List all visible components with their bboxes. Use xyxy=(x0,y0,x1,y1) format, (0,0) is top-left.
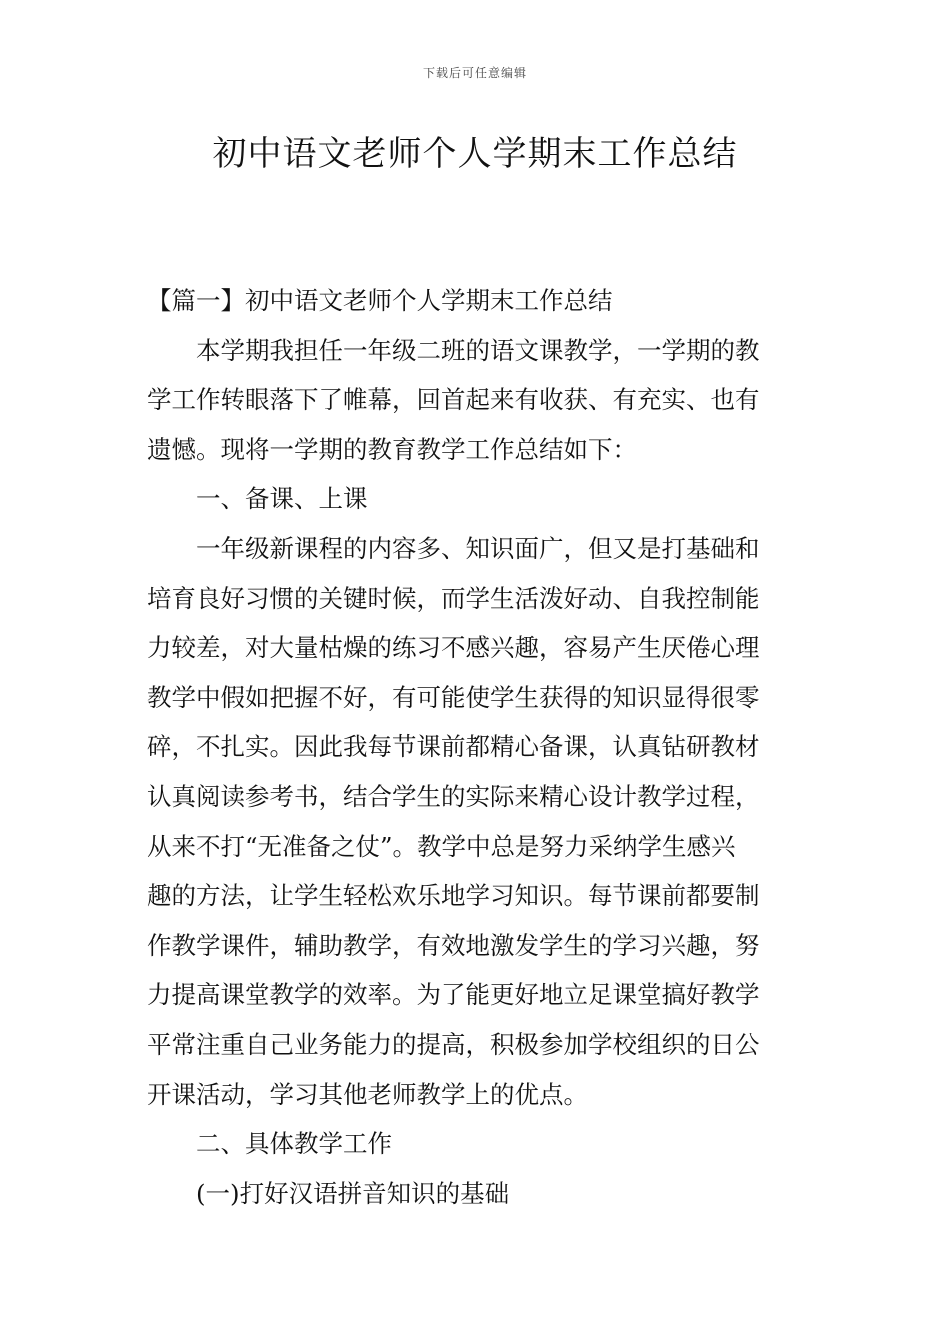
paragraph-line: 教学中假如把握不好，有可能使学生获得的知识显得很零 xyxy=(147,682,760,712)
paragraph-line: 力较差，对大量枯燥的练习不感兴趣，容易产生厌倦心理 xyxy=(147,633,760,663)
paragraph-line: 认真阅读参考书，结合学生的实际来精心设计教学过程， xyxy=(147,781,760,811)
paragraph-line: 遗憾。现将一学期的教育教学工作总结如下： xyxy=(147,434,637,464)
header-note: 下载后可任意编辑 xyxy=(422,66,527,80)
part2-heading: 二、具体教学工作 xyxy=(196,1129,392,1159)
paragraph-line: 本学期我担任一年级二班的语文课教学，一学期的教 xyxy=(196,335,760,365)
document-title: 初中语文老师个人学期末工作总结 xyxy=(212,134,738,174)
part1-paragraph xyxy=(147,524,807,1119)
paragraph-line: 培育良好习惯的关键时候，而学生活泼好动、自我控制能 xyxy=(147,583,760,613)
paragraph-line: 碎，不扎实。因此我每节课前都精心备课，认真钻研教材 xyxy=(147,732,760,762)
paragraph-line: 趣的方法，让学生轻松欢乐地学习知识。每节课前都要制 xyxy=(147,881,760,911)
document-body xyxy=(147,276,807,1218)
paragraph-line: 一年级新课程的内容多、知识面广，但又是打基础和 xyxy=(196,533,760,563)
paragraph-line: 力提高课堂教学的效率。为了能更好地立足课堂搞好教学 xyxy=(147,980,760,1010)
paragraph-line: 开课活动，学习其他老师教学上的优点。 xyxy=(147,1079,588,1109)
paragraph-line: 从来不打“无准备之仗”。教学中总是努力采纳学生感兴 xyxy=(147,831,736,861)
part1-heading: 一、备课、上课 xyxy=(196,484,368,514)
intro-paragraph xyxy=(147,326,807,475)
paragraph-line: 作教学课件，辅助教学，有效地激发学生的学习兴趣，努 xyxy=(147,930,760,960)
section-heading: 【篇一】初中语文老师个人学期末工作总结 xyxy=(147,286,613,315)
paragraph-line: 平常注重自己业务能力的提高，积极参加学校组织的日公 xyxy=(147,1029,760,1059)
paragraph-line: 学工作转眼落下了帷幕，回首起来有收获、有充实、也有 xyxy=(147,385,760,415)
part2-sub-heading: (一)打好汉语拼音知识的基础 xyxy=(196,1178,510,1208)
